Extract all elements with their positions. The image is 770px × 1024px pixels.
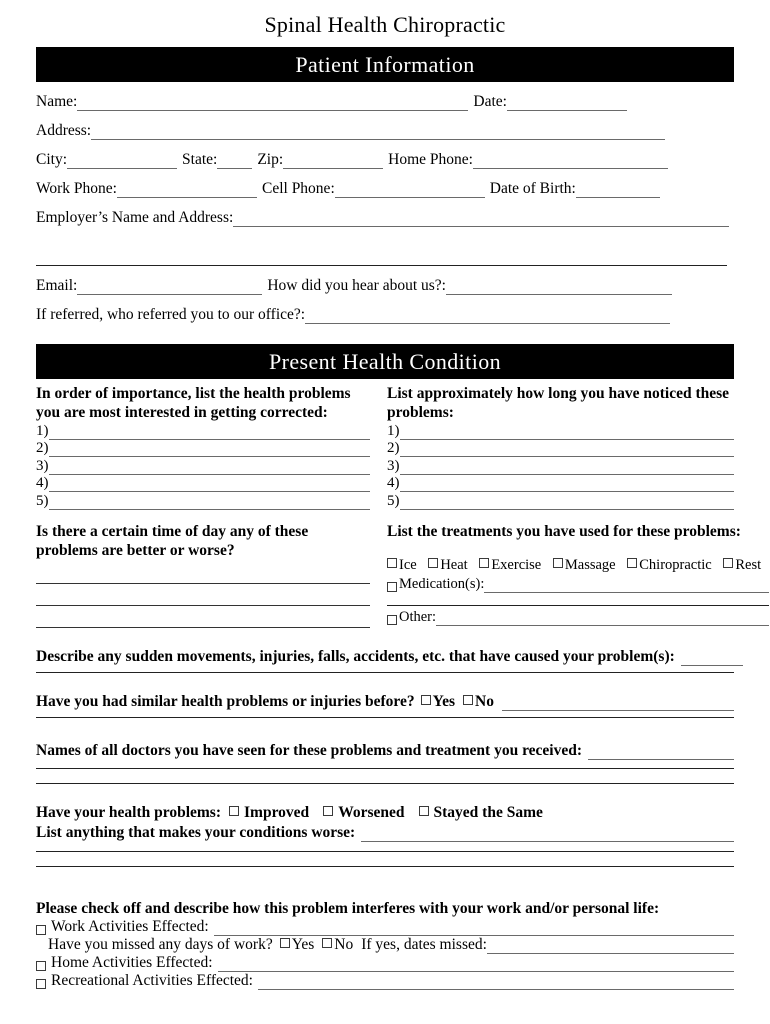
duration-column — [387, 384, 734, 510]
email-field[interactable] — [77, 293, 262, 295]
city-field[interactable] — [67, 167, 177, 169]
conditions-worse-extra-field[interactable] — [36, 866, 734, 867]
num-label: 3) — [387, 457, 400, 474]
no-option — [463, 693, 494, 711]
treatment-option — [479, 557, 541, 573]
address-field[interactable] — [91, 138, 665, 140]
missed-work-label: Have you missed any days of work? — [48, 935, 273, 953]
home-activities-checkbox[interactable] — [36, 961, 46, 971]
checkbox-chiropractic[interactable] — [627, 558, 637, 568]
rec-activities-checkbox[interactable] — [36, 979, 46, 989]
checkbox-no[interactable] — [463, 695, 473, 705]
referred-field[interactable] — [305, 322, 670, 324]
health-progress-label: Have your health problems: — [36, 803, 222, 821]
similar-problems-row — [36, 693, 734, 711]
time-answer-field[interactable] — [36, 606, 370, 628]
list-item — [387, 422, 734, 440]
checkbox-worsened[interactable] — [323, 806, 333, 816]
missed-yes-label: Yes — [291, 935, 315, 953]
treatments-column — [387, 522, 769, 628]
problem-field[interactable] — [49, 438, 371, 440]
state-label: State: — [182, 151, 218, 168]
checkbox-massage[interactable] — [553, 558, 563, 568]
treatment-option — [387, 557, 417, 573]
date-of-birth-field[interactable] — [576, 196, 660, 198]
checkbox-ice[interactable] — [387, 558, 397, 568]
employer-extra-field[interactable] — [36, 265, 727, 266]
hear-about-label: How did you hear about us?: — [267, 277, 446, 294]
improved-option — [229, 804, 309, 822]
sudden-movements-extra-field[interactable] — [36, 672, 734, 673]
similar-problems-field[interactable] — [502, 709, 734, 711]
interfere-header: Please check off and describe how this problem interferes with your work and/or personal life: — [36, 899, 660, 917]
improved-label: Improved — [244, 803, 310, 821]
health-progress-row — [36, 804, 734, 822]
checkbox-improved[interactable] — [229, 806, 239, 816]
page-title: Spinal Health Chiropractic — [264, 12, 506, 37]
missed-no-option — [322, 936, 353, 954]
checkbox-rest[interactable] — [723, 558, 733, 568]
doctors-extra-field[interactable] — [36, 768, 734, 769]
date-label: Date: — [473, 93, 507, 110]
name-field[interactable] — [77, 109, 468, 111]
list-item — [36, 440, 370, 458]
checkbox-exercise[interactable] — [479, 558, 489, 568]
rec-activities-row — [36, 972, 734, 990]
missed-yes-option — [280, 936, 315, 954]
num-label: 5) — [36, 492, 49, 509]
city-state-zip-row — [36, 152, 668, 169]
treatment-extra-field[interactable] — [387, 605, 769, 606]
yes-option — [421, 693, 455, 711]
problem-field[interactable] — [49, 455, 371, 457]
cell-phone-label: Cell Phone: — [261, 180, 335, 197]
employer-label: Employer’s Name and Address: — [36, 209, 234, 226]
treatments-header: List the treatments you have used for these problems: — [387, 522, 741, 540]
treatment-option — [553, 557, 616, 573]
work-phone-label: Work Phone: — [36, 180, 117, 197]
checkbox-yes[interactable] — [421, 695, 431, 705]
other-row — [387, 608, 769, 626]
problems-header: In order of importance, list the health problems you are most interested in getting corrected: — [36, 385, 351, 421]
treatment-option-label: Rest — [735, 556, 762, 573]
list-item — [387, 492, 734, 510]
treatment-option-label: Heat — [440, 556, 468, 573]
date-of-birth-label: Date of Birth: — [489, 180, 576, 197]
home-activities-field[interactable] — [218, 970, 734, 972]
home-phone-field[interactable] — [473, 167, 668, 169]
list-item — [387, 475, 734, 493]
time-of-day-column — [36, 522, 370, 628]
treatment-option — [428, 557, 467, 573]
city-label: City: — [36, 151, 68, 168]
num-label: 3) — [36, 457, 49, 474]
banner-present-health-condition: Present Health Condition — [36, 344, 734, 379]
other-label: Other: — [399, 608, 437, 625]
dates-missed-field[interactable] — [487, 952, 734, 954]
checkbox-medication[interactable] — [387, 582, 397, 592]
num-label: 2) — [36, 440, 49, 456]
medication-field[interactable] — [484, 591, 769, 593]
hear-about-field[interactable] — [446, 293, 672, 295]
treatment-option — [723, 557, 761, 573]
time-answer-field[interactable] — [36, 562, 370, 584]
missed-yes-checkbox[interactable] — [280, 938, 290, 948]
conditions-worse-extra-field[interactable] — [36, 851, 734, 852]
address-row — [36, 123, 665, 140]
name-label: Name: — [36, 93, 78, 110]
zip-field[interactable] — [283, 167, 383, 169]
medication-row — [387, 575, 769, 593]
doctors-field[interactable] — [588, 758, 734, 760]
home-phone-label: Home Phone: — [388, 151, 473, 168]
duration-field[interactable] — [400, 455, 735, 457]
rec-activities-field[interactable] — [258, 988, 734, 990]
num-label: 2) — [387, 440, 400, 456]
sudden-movements-row — [36, 648, 734, 666]
email-row — [36, 278, 672, 295]
name-date-row — [36, 94, 627, 111]
treatment-option-label: Ice — [399, 556, 417, 573]
cell-phone-field[interactable] — [335, 196, 485, 198]
conditions-worse-row — [36, 824, 734, 842]
date-field[interactable] — [507, 109, 627, 111]
worsened-label: Worsened — [338, 803, 405, 821]
conditions-worse-field[interactable] — [361, 840, 734, 842]
duration-header: List approximately how long you have noticed these problems: — [387, 385, 730, 421]
list-item — [36, 422, 370, 440]
num-label: 1) — [36, 422, 49, 439]
duration-field[interactable] — [400, 438, 735, 440]
treatment-option — [627, 557, 711, 573]
num-label: 4) — [387, 475, 400, 491]
work-phone-field[interactable] — [117, 196, 257, 198]
worsened-option — [323, 804, 404, 822]
num-label: 5) — [387, 492, 400, 509]
problems-columns — [36, 384, 734, 510]
treatment-option-label: Exercise — [491, 556, 542, 573]
duration-field[interactable] — [400, 473, 735, 475]
treatment-option-label: Massage — [564, 556, 616, 573]
referred-label: If referred, who referred you to our office?: — [36, 306, 306, 323]
problem-field[interactable] — [49, 490, 371, 492]
yes-label: Yes — [432, 692, 456, 710]
email-label: Email: — [36, 277, 78, 294]
duration-field[interactable] — [400, 508, 735, 510]
similar-problems-extra-field[interactable] — [36, 717, 734, 718]
address-label: Address: — [36, 122, 92, 139]
stayed-same-option — [419, 804, 543, 822]
checkbox-other[interactable] — [387, 615, 397, 625]
time-treatments-columns — [36, 522, 762, 628]
zip-label: Zip: — [257, 151, 284, 168]
treatment-option-label: Chiropractic — [639, 556, 712, 573]
work-activities-label: Work Activities Effected: — [51, 917, 209, 935]
time-of-day-header: Is there a certain time of day any of these problems are better or worse? — [36, 522, 309, 559]
referred-row — [36, 307, 670, 324]
doctors-label: Names of all doctors you have seen for these problems and treatment you received: — [36, 741, 583, 759]
banner-patient-information: Patient Information — [36, 47, 734, 82]
employer-row — [36, 210, 729, 227]
medication-label: Medication(s): — [399, 575, 485, 592]
home-activities-row — [36, 954, 734, 972]
missed-no-checkbox[interactable] — [322, 938, 332, 948]
checkbox-heat[interactable] — [428, 558, 438, 568]
list-item — [36, 457, 370, 475]
employer-field[interactable] — [233, 225, 729, 227]
list-item — [36, 492, 370, 510]
problems-column — [36, 384, 370, 510]
time-answer-field[interactable] — [36, 584, 370, 606]
list-item — [387, 440, 734, 458]
work-activities-row — [36, 918, 734, 936]
no-label: No — [475, 692, 494, 710]
num-label: 1) — [387, 422, 400, 439]
sudden-movements-label: Describe any sudden movements, injuries, falls, accidents, etc. that have caused your problem(s): — [36, 647, 675, 665]
problem-field[interactable] — [49, 473, 371, 475]
checkbox-stayed-same[interactable] — [419, 806, 429, 816]
home-activities-label: Home Activities Effected: — [51, 953, 213, 971]
conditions-worse-label: List anything that makes your conditions worse: — [36, 823, 356, 841]
list-item — [387, 457, 734, 475]
treatment-options-row — [387, 557, 769, 574]
duration-field[interactable] — [400, 490, 735, 492]
missed-work-row — [36, 936, 734, 954]
phones-row — [36, 181, 660, 198]
similar-problems-label: Have you had similar health problems or injuries before? — [36, 692, 415, 710]
rec-activities-label: Recreational Activities Effected: — [51, 971, 253, 989]
other-field[interactable] — [436, 624, 769, 626]
list-item — [36, 475, 370, 493]
problem-field[interactable] — [49, 508, 371, 510]
num-label: 4) — [36, 475, 49, 491]
missed-no-label: No — [334, 935, 354, 953]
stayed-same-label: Stayed the Same — [433, 803, 543, 821]
sudden-movements-field[interactable] — [681, 664, 743, 666]
doctors-extra-field[interactable] — [36, 783, 734, 784]
doctors-row — [36, 742, 734, 760]
work-activities-checkbox[interactable] — [36, 925, 46, 935]
dates-missed-label: If yes, dates missed: — [361, 935, 487, 953]
state-field[interactable] — [217, 167, 252, 169]
